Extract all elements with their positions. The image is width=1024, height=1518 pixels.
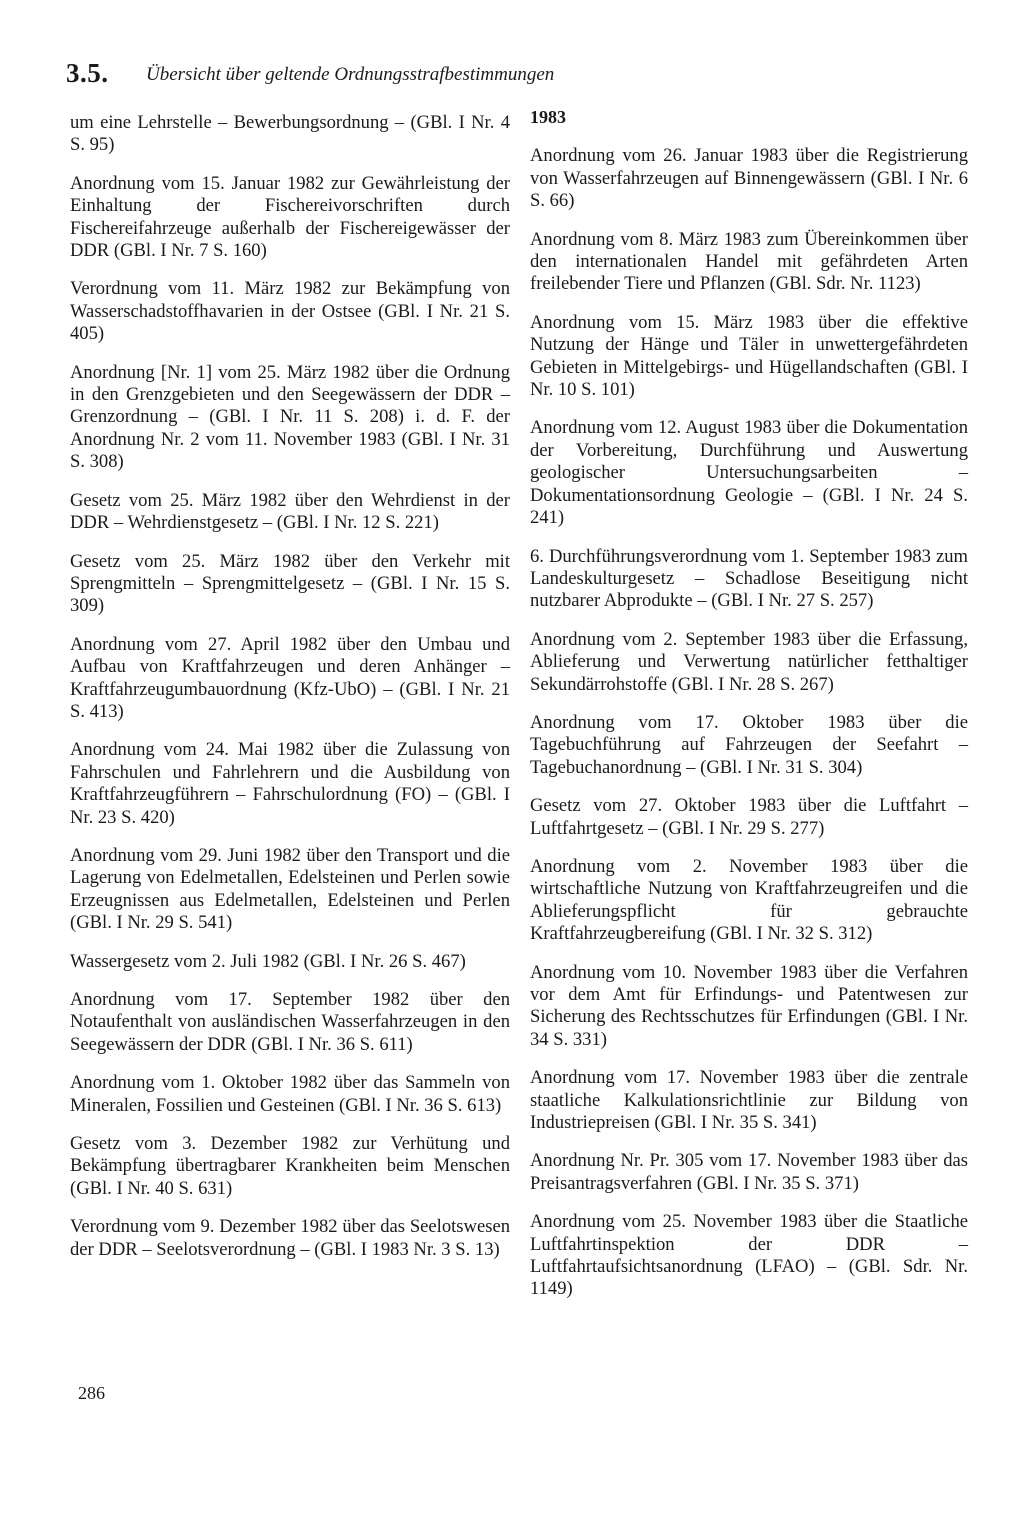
list-item: Anordnung vom 24. Mai 1982 über die Zulassung von Fahrschulen und Fahrlehrern und die Ausbildung von Kraftfahrzeugführern – Fahrschulordnung (FO) – (GBl. I Nr. 23 S. 420) <box>70 739 510 828</box>
list-item: Anordnung vom 25. November 1983 über die Staatliche Luftfahrtinspektion der DDR – Luftfahrtaufsichtsanordnung (LFAO) – (GBl. Sdr. Nr. 1149) <box>530 1211 968 1300</box>
section-number: 3.5. <box>66 58 109 88</box>
list-item: Anordnung vom 17. November 1983 über die zentrale staatliche Kalkulationsrichtlinie zur Bildung von Industriepreisen (GBl. I Nr. 35 S. 341) <box>530 1067 968 1134</box>
list-item: Anordnung vom 15. März 1983 über die effektive Nutzung der Hänge und Täler in unwettergefährdeten Gebieten in Mittelgebirgs- und Hügellandschaften (GBl. I Nr. 10 S. 101) <box>530 311 968 401</box>
section-title: Übersicht über geltende Ordnungsstrafbestimmungen <box>146 64 555 85</box>
list-item: Anordnung vom 27. April 1982 über den Umbau und Aufbau von Kraftfahrzeugen und deren Anhänger – Kraftfahrzeugumbauordnung (Kfz-UbO) – (GBl. I Nr. 21 S. 413) <box>70 633 510 722</box>
list-item: Gesetz vom 3. Dezember 1982 zur Verhütung und Bekämpfung übertragbarer Krankheiten beim Menschen (GBl. I Nr. 40 S. 631) <box>70 1133 510 1199</box>
list-item: Wassergesetz vom 2. Juli 1982 (GBl. I Nr. 26 S. 467) <box>70 950 466 972</box>
list-item: Gesetz vom 27. Oktober 1983 über die Luftfahrt – Luftfahrtgesetz – (GBl. I Nr. 29 S. 277) <box>530 795 968 839</box>
list-item: Anordnung vom 29. Juni 1982 über den Transport und die Lagerung von Edelmetallen, Edelsteinen und Perlen sowie Erzeugnissen aus Edelmetallen, Edelsteinen und Perlen (GBl. I Nr. 29 S. 541) <box>70 844 510 934</box>
list-item: Anordnung vom 26. Januar 1983 über die Registrierung von Wasserfahrzeugen auf Binnengewässern (GBl. I Nr. 6 S. 66) <box>530 145 968 212</box>
list-item: Anordnung vom 2. November 1983 über die wirtschaftliche Nutzung von Kraftfahrzeugreifen und die Ablieferungspflicht für gebrauchte Kraftfahrzeugbereifung (GBl. I Nr. 32 S. 312) <box>530 855 968 945</box>
list-item: Verordnung vom 9. Dezember 1982 über das Seelotswesen der DDR – Seelotsverordnung – (GBl. I 1983 Nr. 3 S. 13) <box>70 1216 510 1260</box>
list-item: Anordnung vom 1. Oktober 1982 über das Sammeln von Mineralen, Fossilien und Gesteinen (GBl. I Nr. 36 S. 613) <box>70 1072 510 1116</box>
year-heading: 1983 <box>530 107 566 127</box>
list-item: Anordnung vom 10. November 1983 über die Verfahren vor dem Amt für Erfindungs- und Patentwesen zur Sicherung des Rechtsschutzes für Erfindungen (GBl. I Nr. 34 S. 331) <box>530 961 968 1050</box>
left-column <box>70 112 510 1277</box>
list-item: Anordnung vom 15. Januar 1982 zur Gewährleistung der Einhaltung der Fischereivorschriften durch Fischereifahrzeuge außerhalb der Fischereigewässer der DDR (GBl. I Nr. 7 S. 160) <box>70 172 510 262</box>
page-header <box>66 58 966 98</box>
list-item: 6. Durchführungsverordnung vom 1. September 1983 zum Landeskulturgesetz – Schadlose Beseitigung nicht nutzbarer Abprodukte – (GBl. I Nr. 27 S. 257) <box>530 545 968 612</box>
page-number: 286 <box>78 1383 105 1403</box>
list-item: Anordnung vom 2. September 1983 über die Erfassung, Ablieferung und Verwertung natürlicher fetthaltiger Sekundärrohstoffe (GBl. I Nr. 28 S. 267) <box>530 628 968 695</box>
list-item: Gesetz vom 25. März 1982 über den Verkehr mit Sprengmitteln – Sprengmittelgesetz – (GBl. I Nr. 15 S. 309) <box>70 550 510 617</box>
list-item: Gesetz vom 25. März 1982 über den Wehrdienst in der DDR – Wehrdienstgesetz – (GBl. I Nr. 12 S. 221) <box>70 489 510 534</box>
list-item: Anordnung vom 8. März 1983 zum Übereinkommen über den internationalen Handel mit gefährdeten Arten freilebender Tiere und Pflanzen (GBl. Sdr. Nr. 1123) <box>530 228 968 295</box>
list-item: Verordnung vom 11. März 1982 zur Bekämpfung von Wasserschadstoffhavarien in der Ostsee (GBl. I Nr. 21 S. 405) <box>70 278 510 345</box>
list-item: Anordnung [Nr. 1] vom 25. März 1982 über die Ordnung in den Grenzgebieten und den Seegewässern der DDR – Grenzordnung – (GBl. I Nr. 11 S. 208) i. d. F. der Anordnung Nr. 2 vom 11. November 1983 (GBl. I Nr. 31 S. 308) <box>70 361 510 473</box>
list-item: Anordnung vom 17. Oktober 1983 über die Tagebuchführung auf Fahrzeugen der Seefahrt – Tagebuchanordnung – (GBl. I Nr. 31 S. 304) <box>530 711 968 778</box>
right-column <box>530 106 968 1317</box>
list-item: um eine Lehrstelle – Bewerbungsordnung – (GBl. I Nr. 4 S. 95) <box>70 112 510 156</box>
list-item: Anordnung vom 17. September 1982 über den Notaufenthalt von ausländischen Wasserfahrzeugen in den Seegewässern der DDR (GBl. I Nr. 36 S. 611) <box>70 989 510 1055</box>
list-item: Anordnung Nr. Pr. 305 vom 17. November 1983 über das Preisantragsverfahren (GBl. I Nr. 35 S. 371) <box>530 1150 968 1194</box>
list-item: Anordnung vom 12. August 1983 über die Dokumentation der Vorbereitung, Durchführung und Auswertung geologischer Untersuchungsarbeiten – Dokumentationsordnung Geologie – (GBl. I Nr. 24 S. 241) <box>530 417 968 529</box>
